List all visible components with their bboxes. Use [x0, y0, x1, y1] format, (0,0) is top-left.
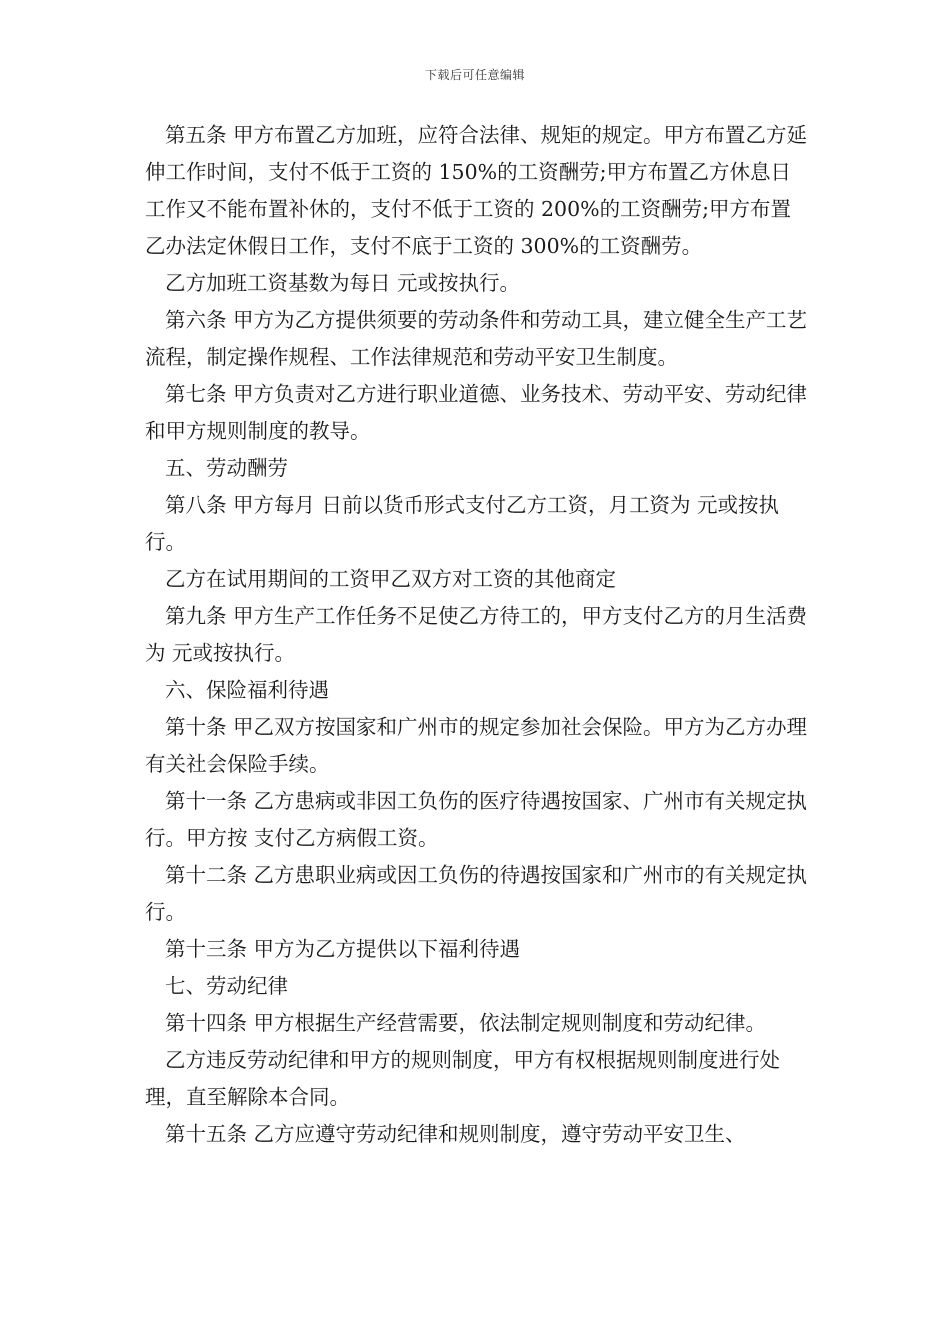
paragraph-article-8: 第八条 甲方每月 日前以货币形式支付乙方工资，月工资为 元或按执行。 — [145, 493, 780, 554]
paragraph-article-7: 第七条 甲方负责对乙方进行职业道德、业务技术、劳动平安、劳动纪律和甲方规则制度的教导。 — [145, 382, 808, 443]
section-heading-insurance: 六、保险福利待遇 — [165, 678, 329, 702]
paragraph-article-13: 第十三条 甲方为乙方提供以下福利待遇 — [165, 937, 521, 961]
paragraph-article-9: 第九条 甲方生产工作任务不足使乙方待工的，甲方支付乙方的月生活费为 元或按执行。 — [145, 604, 808, 665]
paragraph-article-12: 第十二条 乙方患职业病或因工负伤的待遇按国家和广州市的有关规定执行。 — [145, 863, 808, 924]
page-header: 下载后可任意编辑 — [424, 68, 525, 82]
paragraph-article-14: 第十四条 甲方根据生产经营需要，依法制定规则制度和劳动纪律。 — [165, 1011, 767, 1035]
paragraph-violation: 乙方违反劳动纪律和甲方的规则制度，甲方有权根据规则制度进行处理，直至解除本合同。 — [145, 1048, 780, 1109]
paragraph-article-10: 第十条 甲乙双方按国家和广州市的规定参加社会保险。甲方为乙方办理有关社会保险手续。 — [145, 715, 808, 776]
paragraph-article-6: 第六条 甲方为乙方提供须要的劳动条件和劳动工具，建立健全生产工艺流程，制定操作规程、工作法律规范和劳动平安卫生制度。 — [145, 308, 808, 369]
paragraph-article-15: 第十五条 乙方应遵守劳动纪律和规则制度，遵守劳动平安卫生、 — [165, 1122, 746, 1146]
section-heading-discipline: 七、劳动纪律 — [165, 974, 288, 998]
paragraph-article-5: 第五条 甲方布置乙方加班，应符合法律、规矩的规定。甲方布置乙方延伸工作时间，支付不低于工资的 150%的工资酬劳;甲方布置乙方休息日工作又不能布置补休的，支付不低于工资的 200%的工资酬劳;甲方布置乙办法定休假日工作，支付不底于工资的 300%的工资酬劳。 — [145, 123, 808, 258]
section-heading-labor-pay: 五、劳动酬劳 — [165, 456, 288, 480]
document-body — [145, 117, 809, 1153]
paragraph-overtime-base: 乙方加班工资基数为每日 元或按执行。 — [165, 271, 521, 295]
paragraph-article-11: 第十一条 乙方患病或非因工负伤的医疗待遇按国家、广州市有关规定执行。甲方按 支付乙方病假工资。 — [145, 789, 808, 850]
paragraph-probation-pay: 乙方在试用期间的工资甲乙双方对工资的其他商定 — [165, 567, 616, 591]
